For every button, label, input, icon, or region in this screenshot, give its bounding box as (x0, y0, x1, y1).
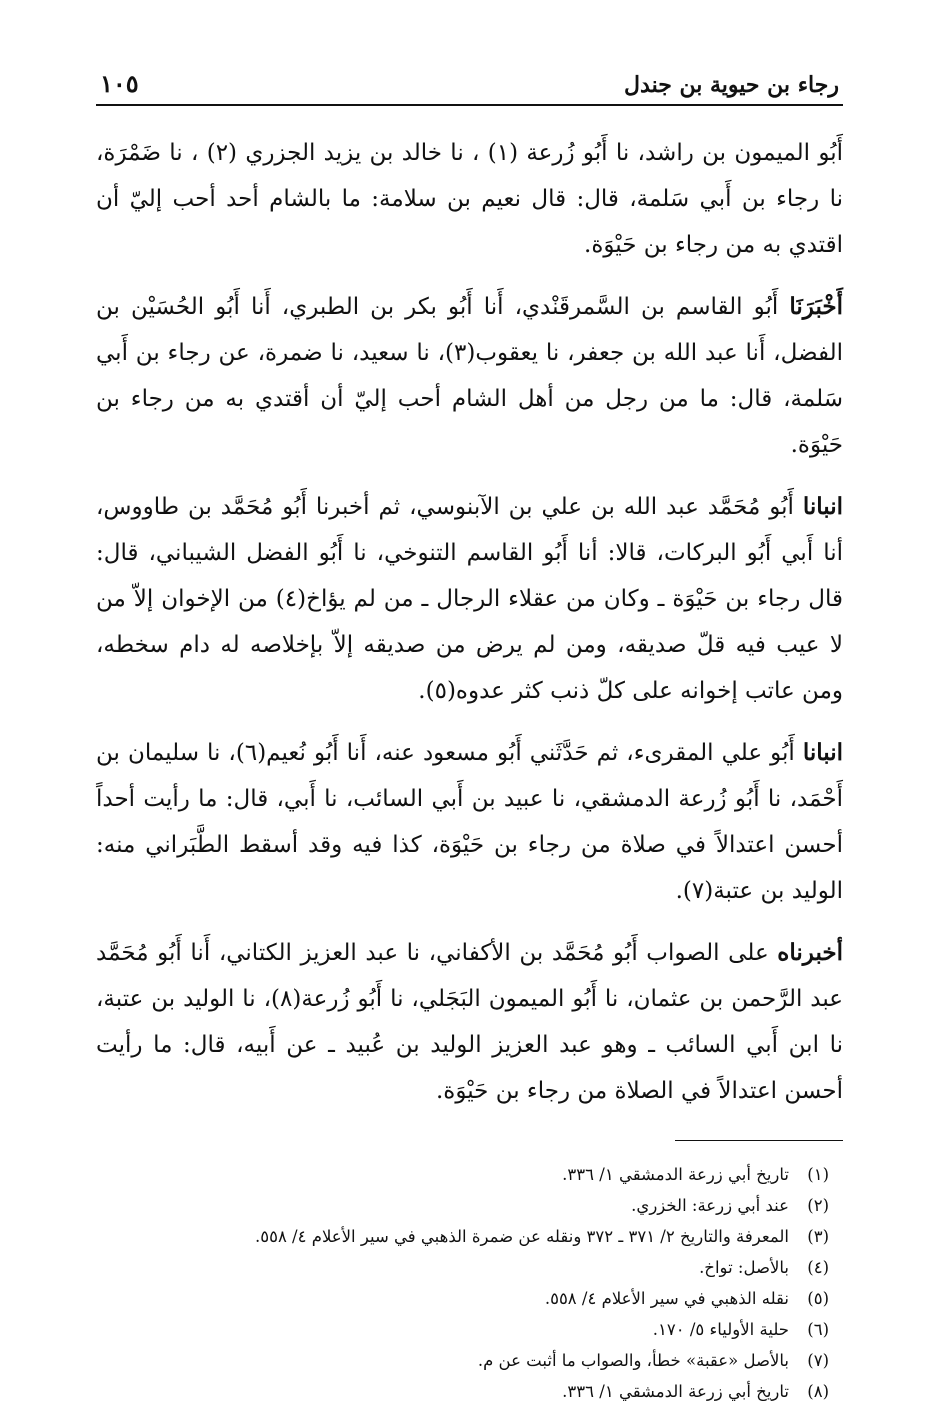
paragraph (96, 930, 843, 1114)
page-number: ١٠٥ (100, 69, 139, 98)
paragraph-lead: أَخْبَرَنَا (789, 293, 843, 320)
footnote-separator (675, 1140, 843, 1141)
paragraph (96, 130, 843, 268)
paragraph (96, 484, 843, 714)
footnote (96, 1159, 843, 1190)
main-text (96, 130, 843, 1114)
footnote (96, 1345, 843, 1376)
paragraph (96, 284, 843, 468)
footnote-text: تاريخ أبي زرعة الدمشقي ١/ ٣٣٦. (562, 1165, 789, 1184)
footnote-number: (٢) (807, 1196, 829, 1215)
footnote (96, 1376, 843, 1407)
footnote-text: تاريخ أبي زرعة الدمشقي ١/ ٣٣٦. (562, 1382, 789, 1401)
paragraph-text: أَبُو الميمون بن راشد، نا أَبُو زُرعة (١) ، نا خالد بن يزيد الجزري (٢) ، نا ضَمْرَة، نا رجاء بن أَبي سَلمة، قال: قال نعيم بن سلامة: ما بالشام أحد أحب إليّ أن اقتدي به من رجاء بن حَيْوَة. (96, 140, 843, 258)
footnote-number: (١) (807, 1165, 829, 1184)
page-header (96, 60, 843, 106)
footnote-number: (٣) (807, 1227, 829, 1246)
footnote-number: (٥) (807, 1289, 829, 1308)
footnote-text: بالأصل: تواخ. (699, 1258, 789, 1277)
footnote (96, 1221, 843, 1252)
paragraph-text: أَبُو علي المقرىء، ثم حَدَّثَني أَبُو مسعود عنه، أَنا أَبُو نُعيم(٦)، نا سليمان بن أَحْمَد، نا أَبُو زُرعة الدمشقي، نا عبيد بن أَبي السائب، نا أَبي، قال: ما رأيت أحداً أحسن اعتدالاً في صلاة من رجاء بن حَيْوَة، كذا فيه وقد أسقط الطَّبَراني منه: الوليد بن عتبة(٧). (96, 740, 844, 904)
footnote (96, 1190, 843, 1221)
footnotes (96, 1159, 843, 1407)
paragraph-text: على الصواب أَبُو مُحَمَّد بن الأكفاني، نا عبد العزيز الكتاني، أَنا أَبُو مُحَمَّد عبد الرَّحمن بن عثمان، نا أَبُو الميمون البَجَلي، نا أَبُو زُرعة(٨)، نا الوليد بن عتبة، نا ابن أَبي السائب ـ وهو عبد العزيز الوليد بن عُبيد ـ عن أَبيه، قال: ما رأيت أحسن اعتدالاً في الصلاة من رجاء بن حَيْوَة. (96, 940, 844, 1104)
footnote-text: المعرفة والتاريخ ٢/ ٣٧١ ـ ٣٧٢ ونقله عن ضمرة الذهبي في سير الأعلام ٤/ ٥٥٨. (254, 1227, 789, 1246)
footnote-number: (٦) (807, 1320, 829, 1339)
paragraph-lead: أخبرناه (777, 939, 843, 966)
footnote-number: (٤) (807, 1258, 829, 1277)
footnote-text: بالأصل «عقبة» خطأ، والصواب ما أثبت عن م. (477, 1351, 789, 1370)
footnote (96, 1252, 843, 1283)
footnote (96, 1314, 843, 1345)
footnote-text: حلية الأولياء ٥/ ١٧٠. (652, 1320, 789, 1339)
footnote-number: (٧) (807, 1351, 829, 1370)
paragraph (96, 730, 843, 914)
footnote (96, 1283, 843, 1314)
paragraph-text: أَبُو مُحَمَّد عبد الله بن علي بن الآبنوسي، ثم أخبرنا أَبُو مُحَمَّد بن طاووس، أنا أَبي أَبُو البركات، قالا: أنا أَبُو القاسم التنوخي، نا أَبُو الفضل الشيباني، قال: قال رجاء بن حَيْوَة ـ وكان من عقلاء الرجال ـ من لم يؤاخ(٤) من الإخوان إلاّ من لا عيب فيه قلّ صديقه، ومن لم يرض من صديقه إلاّ بإخلاصه له دام سخطه، ومن عاتب إخوانه على كلّ ذنب كثر عدوه(٥). (96, 494, 843, 704)
footnote-text: نقله الذهبي في سير الأعلام ٤/ ٥٥٨. (544, 1289, 789, 1308)
running-title: رجاء بن حيوية بن جندل (624, 72, 839, 98)
footnote-number: (٨) (807, 1382, 829, 1401)
paragraph-text: أَبُو القاسم بن السَّمرقَنْدي، أَنا أَبُو بكر بن الطبري، أَنا أَبُو الحُسَيْن بن الفضل، أَنا عبد الله بن جعفر، نا يعقوب(٣)، نا سعيد، نا ضمرة، عن رجاء بن أَبي سَلمة، قال: ما من رجل من أهل الشام أحب إليّ أن أقتدي به من رجاء بن حَيْوَة. (96, 294, 843, 458)
paragraph-lead: انبانا (802, 739, 844, 766)
paragraph-lead: انبانا (802, 493, 843, 520)
footnote-text: عند أبي زرعة: الخزري. (631, 1196, 789, 1215)
